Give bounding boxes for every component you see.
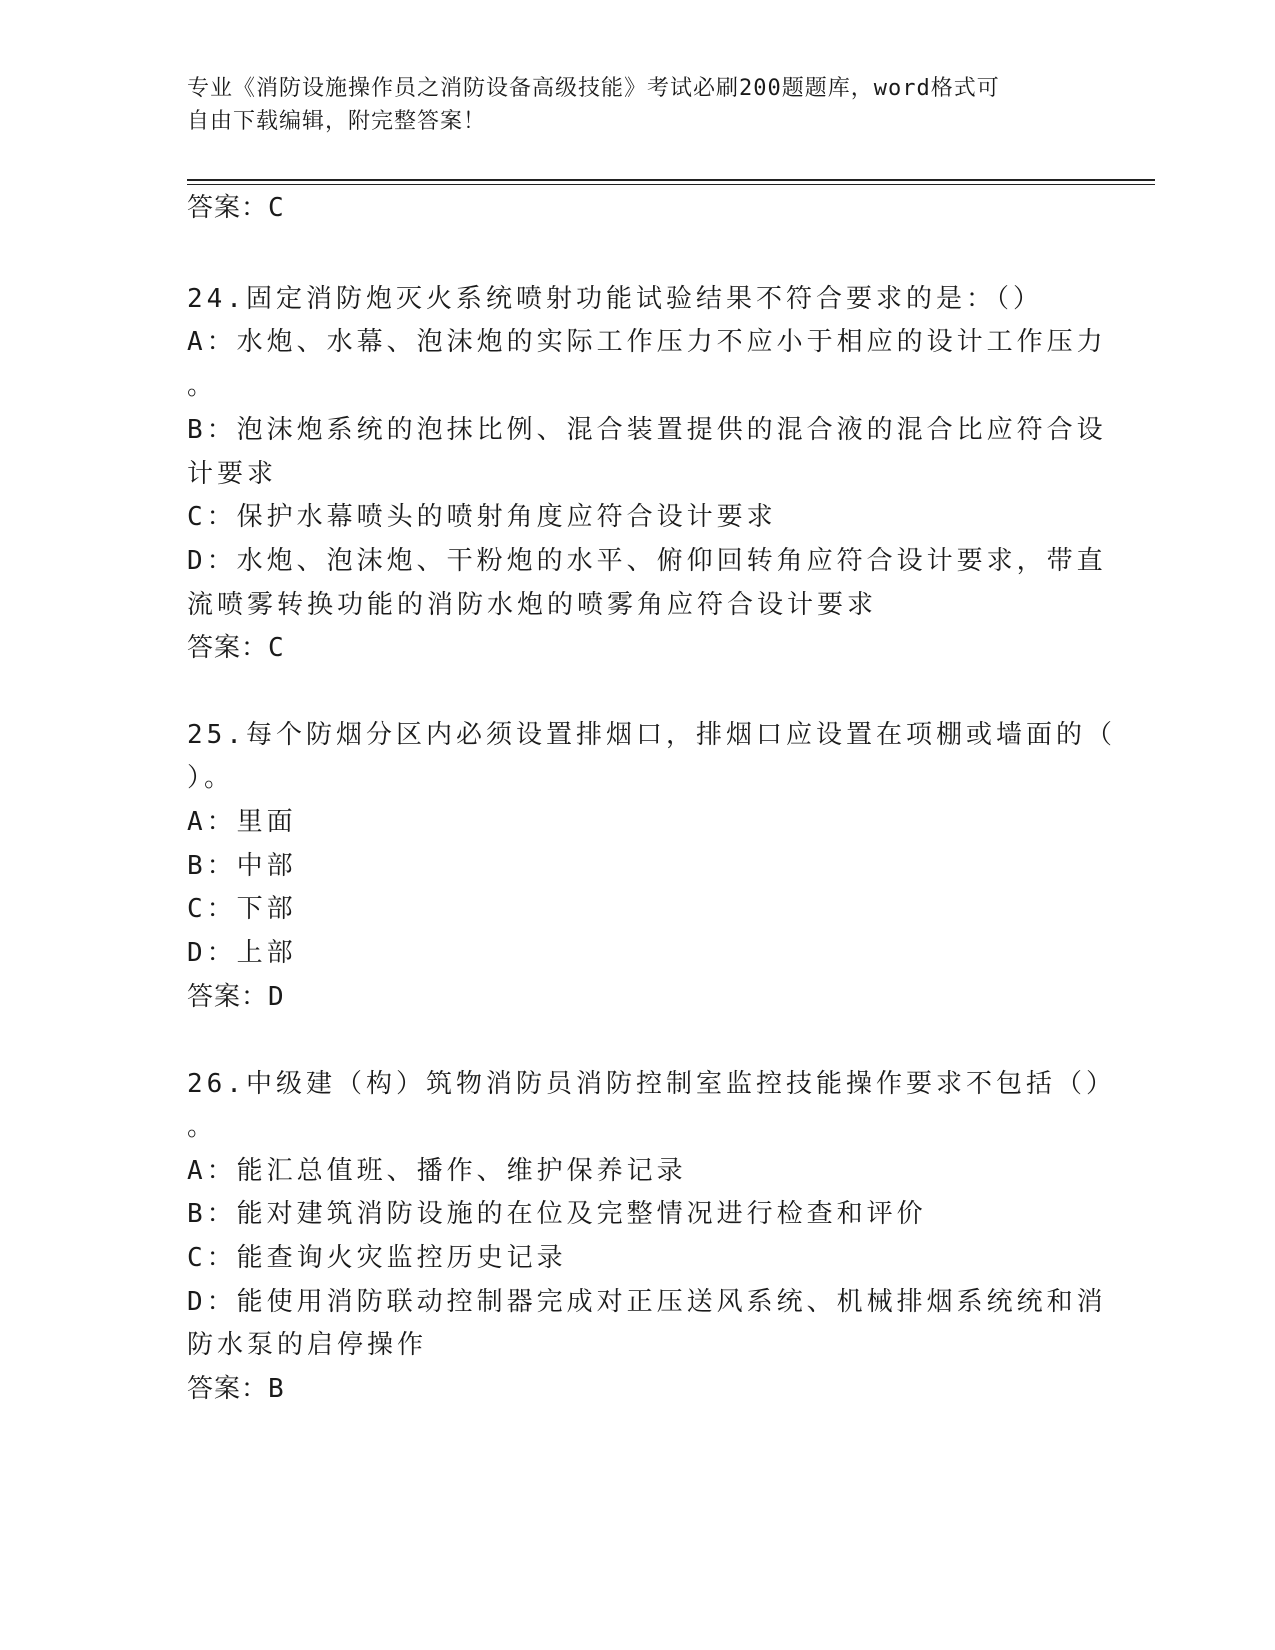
- question-text: 25.每个防烟分区内必须设置排烟口，排烟口应设置在项棚或墙面的（: [187, 720, 1116, 750]
- header-divider-thin: [187, 184, 1155, 185]
- header-line-2: 自由下载编辑，附完整答案！: [187, 109, 487, 134]
- question-text: 24.固定消防炮灭火系统喷射功能试验结果不符合要求的是：（）: [187, 284, 1043, 314]
- option-c: C：下部: [187, 894, 297, 924]
- option-d: D：水炮、泡沫炮、干粉炮的水平、俯仰回转角应符合设计要求，带直: [187, 546, 1107, 576]
- question-text-cont: 。: [187, 1112, 218, 1142]
- option-a: A：能汇总值班、播作、维护保养记录: [187, 1156, 687, 1186]
- question-text-cont: ）。: [187, 763, 235, 793]
- option-d: D：上部: [187, 938, 297, 968]
- header-line-1: 专业《消防设施操作员之消防设备高级技能》考试必刷200题题库，word格式可: [187, 76, 1000, 101]
- answer: 答案：D: [187, 982, 285, 1012]
- option-d: D：能使用消防联动控制器完成对正压送风系统、机械排烟系统统和消: [187, 1287, 1107, 1317]
- option-c: C：保护水幕喷头的喷射角度应符合设计要求: [187, 502, 777, 532]
- option-d-cont: 流喷雾转换功能的消防水炮的喷雾角应符合设计要求: [187, 590, 878, 620]
- option-b: B：能对建筑消防设施的在位及完整情况进行检查和评价: [187, 1199, 927, 1229]
- option-a-cont: 。: [187, 371, 218, 401]
- answer: 答案：C: [187, 633, 285, 663]
- header-divider-thick: [187, 179, 1155, 181]
- answer: 答案：B: [187, 1374, 285, 1404]
- document-header: [187, 72, 1067, 138]
- option-c: C：能查询火灾监控历史记录: [187, 1243, 567, 1273]
- question-text: 26.中级建（构）筑物消防员消防控制室监控技能操作要求不包括（）: [187, 1069, 1116, 1099]
- option-b: B：中部: [187, 851, 297, 881]
- option-a: A：水炮、水幕、泡沫炮的实际工作压力不应小于相应的设计工作压力: [187, 327, 1107, 357]
- option-b: B：泡沫炮系统的泡抹比例、混合装置提供的混合液的混合比应符合设: [187, 415, 1107, 445]
- option-d-cont: 防水泵的启停操作: [187, 1330, 428, 1360]
- option-b-cont: 计要求: [187, 459, 278, 489]
- previous-answer: 答案：C: [187, 193, 285, 223]
- option-a: A：里面: [187, 807, 297, 837]
